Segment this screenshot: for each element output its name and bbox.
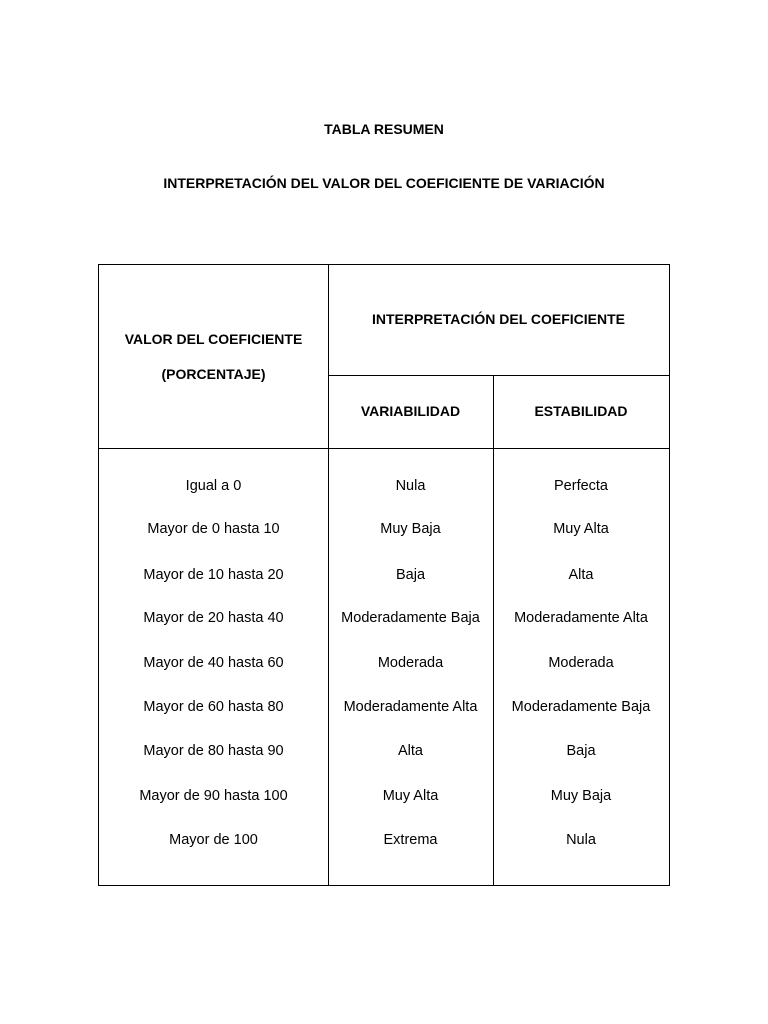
cell-range: Mayor de 100 bbox=[169, 832, 258, 848]
cell-variability: Muy Baja bbox=[380, 521, 441, 537]
cell-variability: Moderadamente Baja bbox=[341, 610, 480, 626]
header-stability: ESTABILIDAD bbox=[534, 403, 628, 419]
cell-variability: Nula bbox=[395, 478, 426, 494]
cell-stability: Moderadamente Baja bbox=[511, 699, 651, 715]
cell-stability: Moderadamente Alta bbox=[514, 610, 648, 626]
header-variability: VARIABILIDAD bbox=[360, 403, 461, 419]
cell-variability: Muy Alta bbox=[382, 788, 439, 804]
cell-range: Mayor de 20 hasta 40 bbox=[143, 610, 284, 626]
cell-stability: Perfecta bbox=[554, 478, 608, 494]
header-divider bbox=[99, 448, 669, 449]
cell-stability: Muy Alta bbox=[553, 521, 609, 537]
cell-range: Mayor de 90 hasta 100 bbox=[139, 788, 288, 804]
document-subtitle: INTERPRETACIÓN DEL VALOR DEL COEFICIENTE DE VARIACIÓN bbox=[163, 175, 605, 191]
cell-variability: Moderadamente Alta bbox=[343, 699, 478, 715]
cell-range: Mayor de 10 hasta 20 bbox=[143, 567, 284, 583]
column-divider-2 bbox=[493, 375, 494, 885]
cell-range: Igual a 0 bbox=[185, 478, 242, 494]
header-interpretation: INTERPRETACIÓN DEL COEFICIENTE bbox=[371, 311, 626, 327]
cell-stability: Nula bbox=[566, 832, 596, 848]
cell-stability: Muy Baja bbox=[550, 788, 612, 804]
cell-range: Mayor de 60 hasta 80 bbox=[143, 699, 284, 715]
document-title: TABLA RESUMEN bbox=[324, 121, 444, 137]
cell-range: Mayor de 0 hasta 10 bbox=[147, 521, 280, 537]
cell-variability: Extrema bbox=[383, 832, 438, 848]
header-value-line2: (PORCENTAJE) bbox=[161, 366, 266, 382]
cell-stability: Alta bbox=[568, 567, 594, 583]
cell-stability: Baja bbox=[566, 743, 596, 759]
cell-variability: Baja bbox=[395, 567, 426, 583]
cell-range: Mayor de 80 hasta 90 bbox=[143, 743, 284, 759]
cell-range: Mayor de 40 hasta 60 bbox=[143, 655, 284, 671]
summary-table bbox=[98, 264, 670, 886]
cell-variability: Moderada bbox=[377, 655, 444, 671]
subheader-divider bbox=[328, 375, 669, 376]
cell-stability: Moderada bbox=[548, 655, 614, 671]
header-value-line1: VALOR DEL COEFICIENTE bbox=[124, 331, 303, 347]
cell-variability: Alta bbox=[398, 743, 423, 759]
